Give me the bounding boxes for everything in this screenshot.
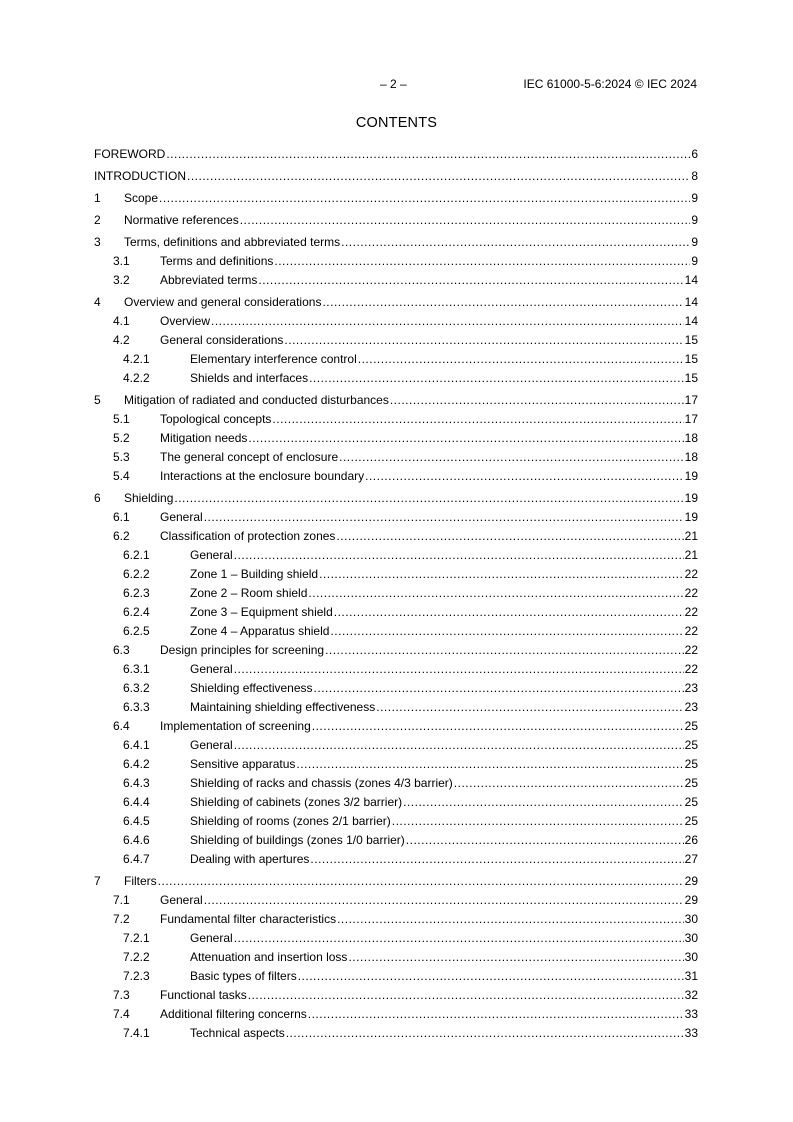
- toc-entry-label: Interactions at the enclosure boundary: [160, 469, 365, 483]
- toc-entry-page: 15: [684, 352, 698, 366]
- toc-entry[interactable]: [94, 737, 698, 753]
- toc-entry-page: 23: [684, 681, 698, 695]
- toc-entry[interactable]: [94, 1006, 698, 1022]
- toc-entry-page: 22: [684, 662, 698, 676]
- toc-entry[interactable]: [94, 490, 698, 506]
- toc-entry[interactable]: [94, 949, 698, 965]
- toc-entry-page: 22: [684, 567, 698, 581]
- toc-leader-dots: [322, 294, 683, 310]
- toc-entry-label: Functional tasks: [160, 988, 247, 1002]
- toc-entry-page: 31: [684, 969, 698, 983]
- toc-entry-number: 5: [94, 393, 101, 407]
- toc-entry-label: Shielding of cabinets (zones 3/2 barrier): [190, 795, 403, 809]
- toc-entry[interactable]: [94, 756, 698, 772]
- toc-entry[interactable]: [94, 718, 698, 734]
- document-id: IEC 61000-5-6:2024 © IEC 2024: [523, 77, 697, 91]
- toc-entry-label: Technical aspects: [190, 1026, 285, 1040]
- toc-entry[interactable]: [94, 449, 698, 465]
- toc-entry-page: 15: [684, 371, 698, 385]
- toc-leader-dots: [339, 449, 684, 465]
- toc-leader-dots: [454, 775, 684, 791]
- toc-leader-dots: [272, 411, 683, 427]
- toc-leader-dots: [298, 968, 684, 984]
- toc-entry-number: 2: [94, 213, 101, 227]
- toc-entry-label: Zone 3 – Equipment shield: [190, 605, 333, 619]
- toc-entry-page: 9: [691, 235, 698, 249]
- toc-entry-page: 30: [684, 950, 698, 964]
- toc-entry-page: 25: [684, 719, 698, 733]
- toc-entry-label: Topological concepts: [160, 412, 272, 426]
- toc-entry-label: Zone 1 – Building shield: [190, 567, 319, 581]
- toc-leader-dots: [240, 212, 691, 228]
- toc-leader-dots: [376, 699, 683, 715]
- toc-entry[interactable]: [94, 968, 698, 984]
- toc-entry-page: 27: [684, 852, 698, 866]
- toc-entry-number: 6.3.3: [123, 700, 150, 714]
- toc-entry-number: 6.2.1: [123, 548, 150, 562]
- toc-entry-number: 3.1: [113, 254, 130, 268]
- toc-entry[interactable]: [94, 661, 698, 677]
- toc-leader-dots: [158, 873, 684, 889]
- toc-entry[interactable]: [94, 642, 698, 658]
- toc-leader-dots: [358, 351, 684, 367]
- toc-entry-label: INTRODUCTION: [94, 169, 186, 183]
- toc-entry-label: Normative references: [124, 213, 239, 227]
- toc-entry[interactable]: [94, 930, 698, 946]
- toc-entry[interactable]: [94, 146, 698, 162]
- toc-entry[interactable]: [94, 547, 698, 563]
- toc-entry-page: 6: [691, 147, 698, 161]
- toc-entry-number: 3: [94, 235, 101, 249]
- toc-leader-dots: [204, 509, 684, 525]
- toc-leader-dots: [211, 313, 684, 329]
- toc-leader-dots: [392, 813, 684, 829]
- toc-entry-label: General: [190, 662, 233, 676]
- toc-entry[interactable]: [94, 604, 698, 620]
- page-title: CONTENTS: [355, 115, 438, 131]
- toc-entry-number: 6.3.2: [123, 681, 150, 695]
- toc-leader-dots: [337, 911, 684, 927]
- toc-entry-number: 5.2: [113, 431, 130, 445]
- toc-entry[interactable]: [94, 313, 698, 329]
- toc-entry[interactable]: [94, 566, 698, 582]
- toc-entry-page: 29: [684, 893, 698, 907]
- toc-entry-page: 25: [684, 757, 698, 771]
- toc-entry-number: 1: [94, 191, 101, 205]
- toc-entry[interactable]: [94, 234, 698, 250]
- toc-entry[interactable]: [94, 332, 698, 348]
- toc-entry-label: Shielding: [124, 491, 174, 505]
- toc-entry-page: 17: [684, 393, 698, 407]
- toc-entry-number: 7.1: [113, 893, 130, 907]
- toc-entry[interactable]: [94, 411, 698, 427]
- toc-entry[interactable]: [94, 370, 698, 386]
- toc-entry[interactable]: [94, 987, 698, 1003]
- toc-entry[interactable]: [94, 911, 698, 927]
- toc-leader-dots: [314, 680, 684, 696]
- toc-entry[interactable]: [94, 168, 698, 184]
- toc-entry-number: 5.4: [113, 469, 130, 483]
- toc-entry[interactable]: [94, 813, 698, 829]
- toc-entry-number: 6.3.1: [123, 662, 150, 676]
- toc-entry-page: 15: [684, 333, 698, 347]
- toc-entry[interactable]: [94, 430, 698, 446]
- toc-entry-label: Implementation of screening: [160, 719, 311, 733]
- toc-leader-dots: [308, 1006, 684, 1022]
- toc-entry[interactable]: [94, 794, 698, 810]
- toc-entry[interactable]: [94, 509, 698, 525]
- toc-entry-page: 25: [684, 814, 698, 828]
- toc-entry[interactable]: [94, 873, 698, 889]
- toc-entry-number: 7.2.1: [123, 931, 150, 945]
- toc-entry-number: 6.1: [113, 510, 130, 524]
- toc-entry-label: Elementary interference control: [190, 352, 357, 366]
- toc-entry[interactable]: [94, 892, 698, 908]
- toc-entry-number: 5.3: [113, 450, 130, 464]
- toc-entry-page: 9: [691, 191, 698, 205]
- toc-entry[interactable]: [94, 468, 698, 484]
- toc-entry-number: 7.2.2: [123, 950, 150, 964]
- toc-leader-dots: [309, 370, 684, 386]
- toc-entry-label: Dealing with apertures: [190, 852, 310, 866]
- toc-leader-dots: [159, 190, 690, 206]
- toc-entry[interactable]: [94, 212, 698, 228]
- toc-entry-label: Shields and interfaces: [190, 371, 309, 385]
- toc-entry-page: 22: [684, 586, 698, 600]
- toc-entry-page: 21: [684, 548, 698, 562]
- toc-entry-number: 4.2: [113, 333, 130, 347]
- toc-leader-dots: [248, 430, 683, 446]
- toc-entry-page: 9: [691, 213, 698, 227]
- toc-entry-page: 14: [684, 273, 698, 287]
- toc-entry-label: The general concept of enclosure: [160, 450, 339, 464]
- toc-leader-dots: [336, 528, 683, 544]
- toc-entry-label: Zone 4 – Apparatus shield: [190, 624, 330, 638]
- toc-entry-number: 6.4.5: [123, 814, 150, 828]
- toc-entry-number: 4.1: [113, 314, 130, 328]
- toc-entry-number: 6.2.4: [123, 605, 150, 619]
- toc-entry-label: Maintaining shielding effectiveness: [190, 700, 376, 714]
- toc-entry-page: 9: [691, 254, 698, 268]
- toc-entry-label: General: [160, 893, 203, 907]
- toc-leader-dots: [348, 949, 683, 965]
- toc-entry-page: 25: [684, 738, 698, 752]
- toc-leader-dots: [204, 892, 684, 908]
- toc-entry-number: 6.3: [113, 643, 130, 657]
- toc-entry[interactable]: [94, 585, 698, 601]
- toc-entry-number: 6: [94, 491, 101, 505]
- toc-entry-label: Shielding effectiveness: [190, 681, 313, 695]
- toc-entry-page: 30: [684, 931, 698, 945]
- toc-leader-dots: [274, 253, 690, 269]
- toc-leader-dots: [284, 332, 683, 348]
- toc-entry-label: General considerations: [160, 333, 284, 347]
- toc-entry-number: 6.4.6: [123, 833, 150, 847]
- toc-entry-label: Sensitive apparatus: [190, 757, 296, 771]
- toc-entry-label: Fundamental filter characteristics: [160, 912, 337, 926]
- toc-entry-label: Shielding of buildings (zones 1/0 barrier): [190, 833, 405, 847]
- toc-entry-label: Overview and general considerations: [124, 295, 322, 309]
- toc-leader-dots: [319, 566, 684, 582]
- toc-entry-label: Shielding of rooms (zones 2/1 barrier): [190, 814, 391, 828]
- toc-entry-number: 7.3: [113, 988, 130, 1002]
- toc-entry-page: 19: [684, 510, 698, 524]
- toc-entry-page: 33: [684, 1007, 698, 1021]
- toc-leader-dots: [258, 272, 683, 288]
- toc-leader-dots: [310, 851, 683, 867]
- toc-leader-dots: [406, 832, 684, 848]
- toc-leader-dots: [248, 987, 684, 1003]
- toc-entry-page: 18: [684, 431, 698, 445]
- toc-leader-dots: [330, 623, 683, 639]
- toc-entry[interactable]: [94, 392, 698, 408]
- toc-leader-dots: [296, 756, 683, 772]
- toc-entry-label: Zone 2 – Room shield: [190, 586, 308, 600]
- toc-leader-dots: [174, 490, 683, 506]
- toc-entry-number: 4.2.2: [123, 371, 150, 385]
- toc-entry-page: 19: [684, 469, 698, 483]
- toc-entry-label: General: [190, 931, 233, 945]
- toc-entry[interactable]: [94, 832, 698, 848]
- toc-entry-number: 6.4.3: [123, 776, 150, 790]
- toc-entry-label: Terms, definitions and abbreviated terms: [124, 235, 341, 249]
- toc-entry[interactable]: [94, 528, 698, 544]
- toc-entry-label: Overview: [160, 314, 211, 328]
- toc-entry-label: Additional filtering concerns: [160, 1007, 307, 1021]
- toc-entry-page: 8: [691, 169, 698, 183]
- toc-entry[interactable]: [94, 680, 698, 696]
- toc-leader-dots: [312, 718, 684, 734]
- toc-entry-number: 7.4: [113, 1007, 130, 1021]
- toc-entry-number: 6.2.2: [123, 567, 150, 581]
- toc-entry[interactable]: [94, 775, 698, 791]
- toc-entry-page: 14: [684, 295, 698, 309]
- toc-entry-number: 6.2.3: [123, 586, 150, 600]
- toc-entry[interactable]: [94, 190, 698, 206]
- toc-entry-page: 22: [684, 605, 698, 619]
- toc-entry-page: 14: [684, 314, 698, 328]
- toc-leader-dots: [308, 585, 683, 601]
- toc-entry-number: 7.2.3: [123, 969, 150, 983]
- toc-entry-number: 6.2.5: [123, 624, 150, 638]
- toc-entry-label: Classification of protection zones: [160, 529, 336, 543]
- toc-entry-page: 26: [684, 833, 698, 847]
- toc-entry[interactable]: [94, 623, 698, 639]
- toc-entry-number: 7.2: [113, 912, 130, 926]
- toc-entry-page: 18: [684, 450, 698, 464]
- toc-entry-label: General: [190, 548, 233, 562]
- table-of-contents: [94, 146, 698, 1041]
- toc-leader-dots: [334, 604, 684, 620]
- toc-entry-label: Basic types of filters: [190, 969, 297, 983]
- toc-leader-dots: [166, 146, 690, 162]
- toc-entry-label: Abbreviated terms: [160, 273, 258, 287]
- toc-entry-page: 29: [684, 874, 698, 888]
- toc-entry[interactable]: [94, 294, 698, 310]
- toc-entry-page: 25: [684, 795, 698, 809]
- toc-entry[interactable]: [94, 253, 698, 269]
- toc-entry-page: 30: [684, 912, 698, 926]
- toc-entry-label: Terms and definitions: [160, 254, 274, 268]
- toc-entry-number: 7.4.1: [123, 1026, 150, 1040]
- toc-entry-label: Shielding of racks and chassis (zones 4/3 barrier): [190, 776, 453, 790]
- toc-entry-label: Mitigation needs: [160, 431, 248, 445]
- toc-leader-dots: [286, 1025, 684, 1041]
- toc-leader-dots: [365, 468, 684, 484]
- toc-entry-label: Scope: [124, 191, 159, 205]
- toc-leader-dots: [234, 737, 684, 753]
- toc-entry-number: 4.2.1: [123, 352, 150, 366]
- toc-entry-number: 4: [94, 295, 101, 309]
- toc-entry-page: 23: [684, 700, 698, 714]
- toc-entry-page: 25: [684, 776, 698, 790]
- toc-entry-number: 6.4.7: [123, 852, 150, 866]
- toc-entry-page: 21: [684, 529, 698, 543]
- toc-entry[interactable]: [94, 699, 698, 715]
- toc-entry-label: General: [190, 738, 233, 752]
- toc-entry[interactable]: [94, 851, 698, 867]
- toc-entry-number: 3.2: [113, 273, 130, 287]
- toc-entry-label: Mitigation of radiated and conducted disturbances: [124, 393, 389, 407]
- toc-entry-page: 33: [684, 1026, 698, 1040]
- toc-entry-page: 22: [684, 624, 698, 638]
- toc-entry-number: 6.4.1: [123, 738, 150, 752]
- toc-entry-number: 5.1: [113, 412, 130, 426]
- toc-entry-number: 7: [94, 874, 101, 888]
- toc-leader-dots: [403, 794, 684, 810]
- toc-entry-page: 17: [684, 412, 698, 426]
- toc-entry-number: 6.4.2: [123, 757, 150, 771]
- toc-entry[interactable]: [94, 1025, 698, 1041]
- toc-leader-dots: [234, 661, 684, 677]
- toc-entry-number: 6.4.4: [123, 795, 150, 809]
- toc-entry-number: 6.2: [113, 529, 130, 543]
- toc-entry-label: Attenuation and insertion loss: [190, 950, 348, 964]
- toc-leader-dots: [390, 392, 684, 408]
- toc-entry[interactable]: [94, 272, 698, 288]
- toc-leader-dots: [234, 930, 684, 946]
- toc-entry-label: Filters: [124, 874, 157, 888]
- toc-entry-label: Design principles for screening: [160, 643, 325, 657]
- toc-entry-page: 22: [684, 643, 698, 657]
- toc-entry-number: 6.4: [113, 719, 130, 733]
- page-number: – 2 –: [380, 77, 407, 91]
- toc-entry-label: General: [160, 510, 203, 524]
- toc-entry-label: FOREWORD: [94, 147, 166, 161]
- toc-leader-dots: [234, 547, 684, 563]
- toc-entry-page: 19: [684, 491, 698, 505]
- toc-entry-page: 32: [684, 988, 698, 1002]
- toc-leader-dots: [325, 642, 684, 658]
- toc-leader-dots: [341, 234, 690, 250]
- toc-entry[interactable]: [94, 351, 698, 367]
- toc-leader-dots: [187, 168, 690, 184]
